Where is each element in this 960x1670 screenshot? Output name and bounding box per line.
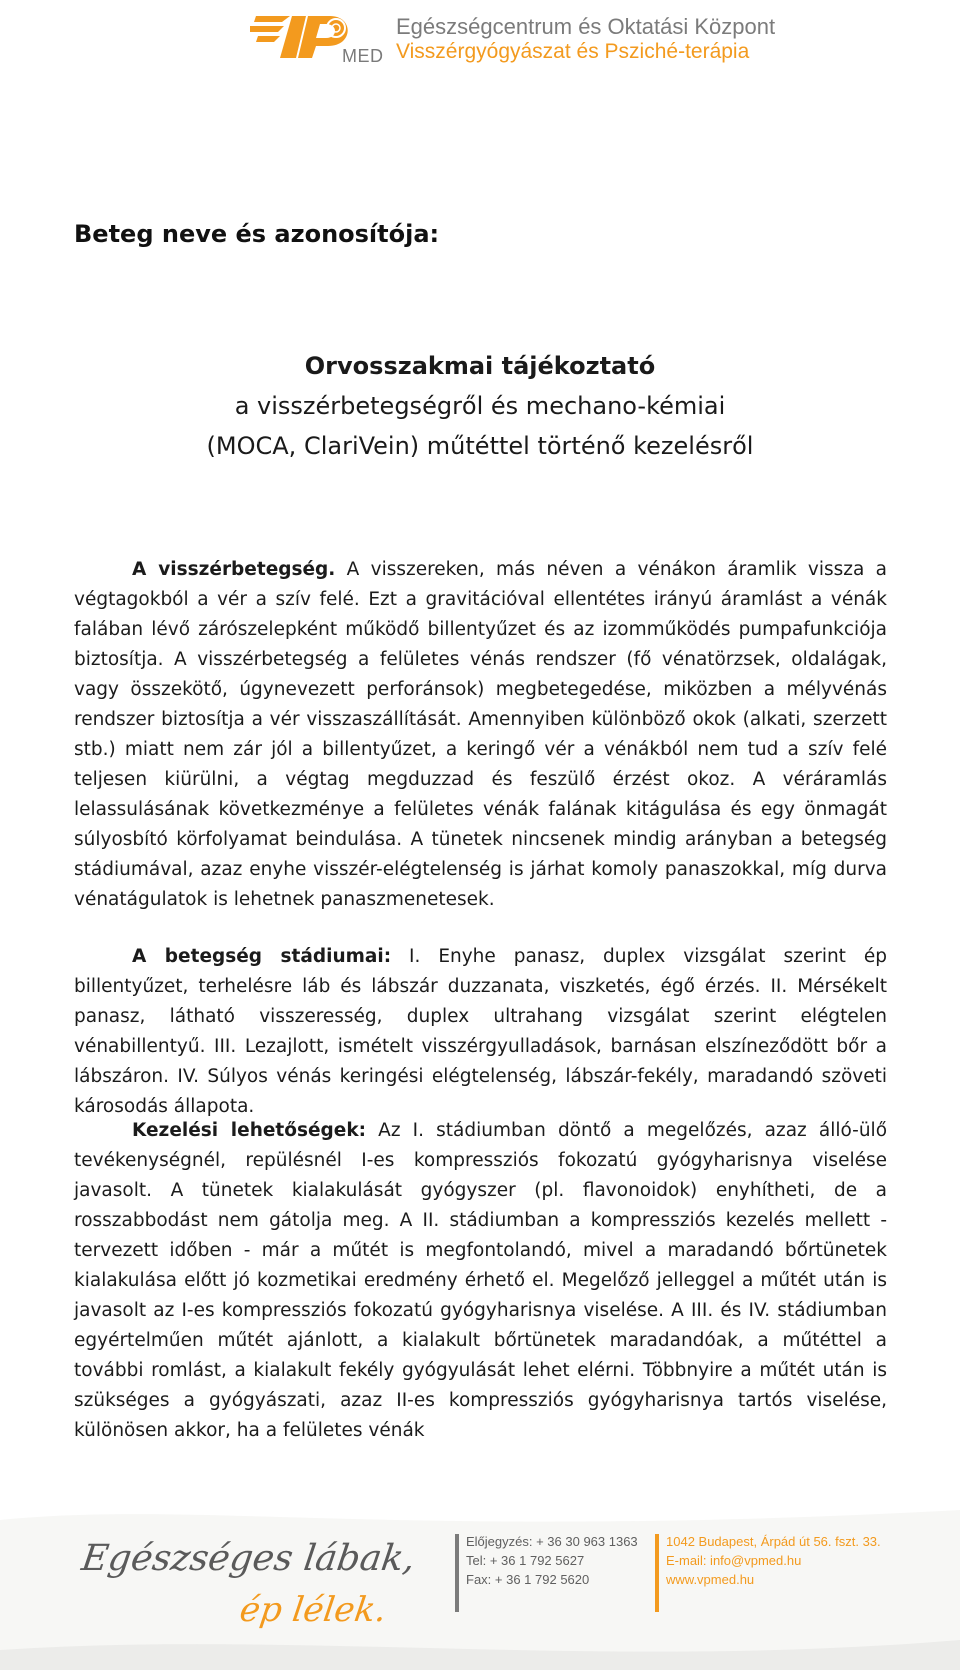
paragraph-text: A visszereken, más néven a vénákon áramlik vissza a végtagokból a vér a szív felé. Ezt a gravitációval ellentétes irányú áramlást a vénák falában lévő zárószelepként működő billentyűzet és az izomműködés pumpafunkciója biztosítja. A visszérbetegség a felületes vénás rendszer (fő vénatörzsek, oldalágak, vagy összekötő, úgynevezett perforánsok) megbetegedése, miközben a mélyvénás rendszer biztosítja a vér visszaszállítását. Amennyiben különböző okok (alkati, szerzett stb.) miatt nem zár jól a billentyűzet, a keringő vér a vénákból nem tud a szív felé teljesen kiürülni, a végtag megduzzad és feszülő érzést okoz. A véráramlás lelassulásának következménye a felületes vénák falának kitágulása és egy önmagát súlyosbító körfolyamat beindulása. A tünetek nincsenek mindig arányban a betegség stádiumával, azaz enyhe visszér-elégtelenség is járhat komoly panaszokkal, míg durva vénatágulatok is lehetnek panaszmenetesek. [74, 559, 887, 910]
postal-address: 1042 Budapest, Árpád út 56. fszt. 33. [666, 1534, 881, 1549]
footer-slogan-line-1: Egészséges lábak, [79, 1538, 418, 1579]
organization-name: Egészségcentrum és Oktatási Központ [396, 14, 776, 39]
organization-block [396, 14, 775, 64]
patient-label: Beteg neve és azonosítója: [74, 220, 440, 248]
logo-med-text: MED [342, 46, 384, 66]
page-header [250, 8, 776, 68]
fax-number: Fax: + 36 1 792 5620 [466, 1572, 590, 1587]
paragraph-text: Az I. stádiumban döntő a megelőzés, azaz álló-ülő tevékenységnél, repülésnél I-es kompressziós fokozatú gyógyharisnya viselése javasolt. A tünetek kialakulását gyógyszer (pl. flavonoidok) enyhítheti, de a rosszabbodást nem gátolja meg. A II. stádiumban a kompressziós kezelés mellett - tervezett időben - már a műtét is megfontolandó, mivel a maradandó bőrtünetek kialakulása előtt jó kozmetikai eredmény érhető el. Megelőző jelleggel a műtét után is javasolt az I-es kompressziós fokozatú gyógyharisnya viselése. A III. és IV. stádiumban egyértelműen műtét ajánlott, a kialakult bőrtünetek maradandóak, a műtéttel a további romlást, a kialakult fekély gyógyulását lehet elérni. Többnyire a műtét után is szükséges a gyógyászati, azaz II-es kompressziós gyógyharisnya tartós viselése, különösen akkor, ha a felületes vénák [74, 1120, 888, 1441]
booking-phone: Előjegyzés: + 36 30 963 1363 [466, 1534, 638, 1549]
paragraph-stages [74, 942, 887, 1122]
paragraph-heading: A betegség stádiumai: [132, 946, 392, 967]
organization-subtitle: Visszérgyógyászat és Psziché-terápia [396, 40, 750, 63]
website-link[interactable]: www.vpmed.hu [666, 1572, 755, 1587]
page-footer [0, 1500, 960, 1670]
footer-address-block [666, 1532, 881, 1589]
paragraph-treatment [74, 1116, 887, 1446]
title-line-2: a visszérbetegségről és mechano-kémiai [234, 392, 726, 420]
email-link[interactable]: E-mail: info@vpmed.hu [666, 1553, 802, 1568]
footer-divider-orange [655, 1534, 659, 1612]
phone-number: Tel: + 36 1 792 5627 [466, 1553, 585, 1568]
footer-slogan-line-2: ép lélek. [237, 1590, 389, 1630]
paragraph-heading: Kezelési lehetőségek: [132, 1120, 367, 1141]
title-line-1: Orvosszakmai tájékoztató [304, 352, 656, 380]
paragraph-disease [74, 555, 887, 915]
footer-divider-gray [455, 1534, 459, 1612]
paragraph-text: I. Enyhe panasz, duplex vizsgálat szerint ép billentyűzet, terhelésre láb és lábszár duzzanata, viszketés, égő érzés. II. Mérsékelt panasz, látható visszeresség, duplex ultrahang vizsgálat szerint elégtelen vénabillentyű. III. Lezajlott, ismételt visszérgyulladások, barnásan elszíneződött bőr a lábszáron. IV. Súlyos vénás keringési elégtelenség, lábszár-fekély, maradandó szöveti károsodás állapota. [74, 946, 887, 1117]
document-title [0, 346, 960, 466]
footer-phone-block [466, 1532, 638, 1589]
paragraph-heading: A visszérbetegség. [132, 559, 336, 580]
title-line-3: (MOCA, ClariVein) műtéttel történő kezelésről [206, 432, 754, 460]
